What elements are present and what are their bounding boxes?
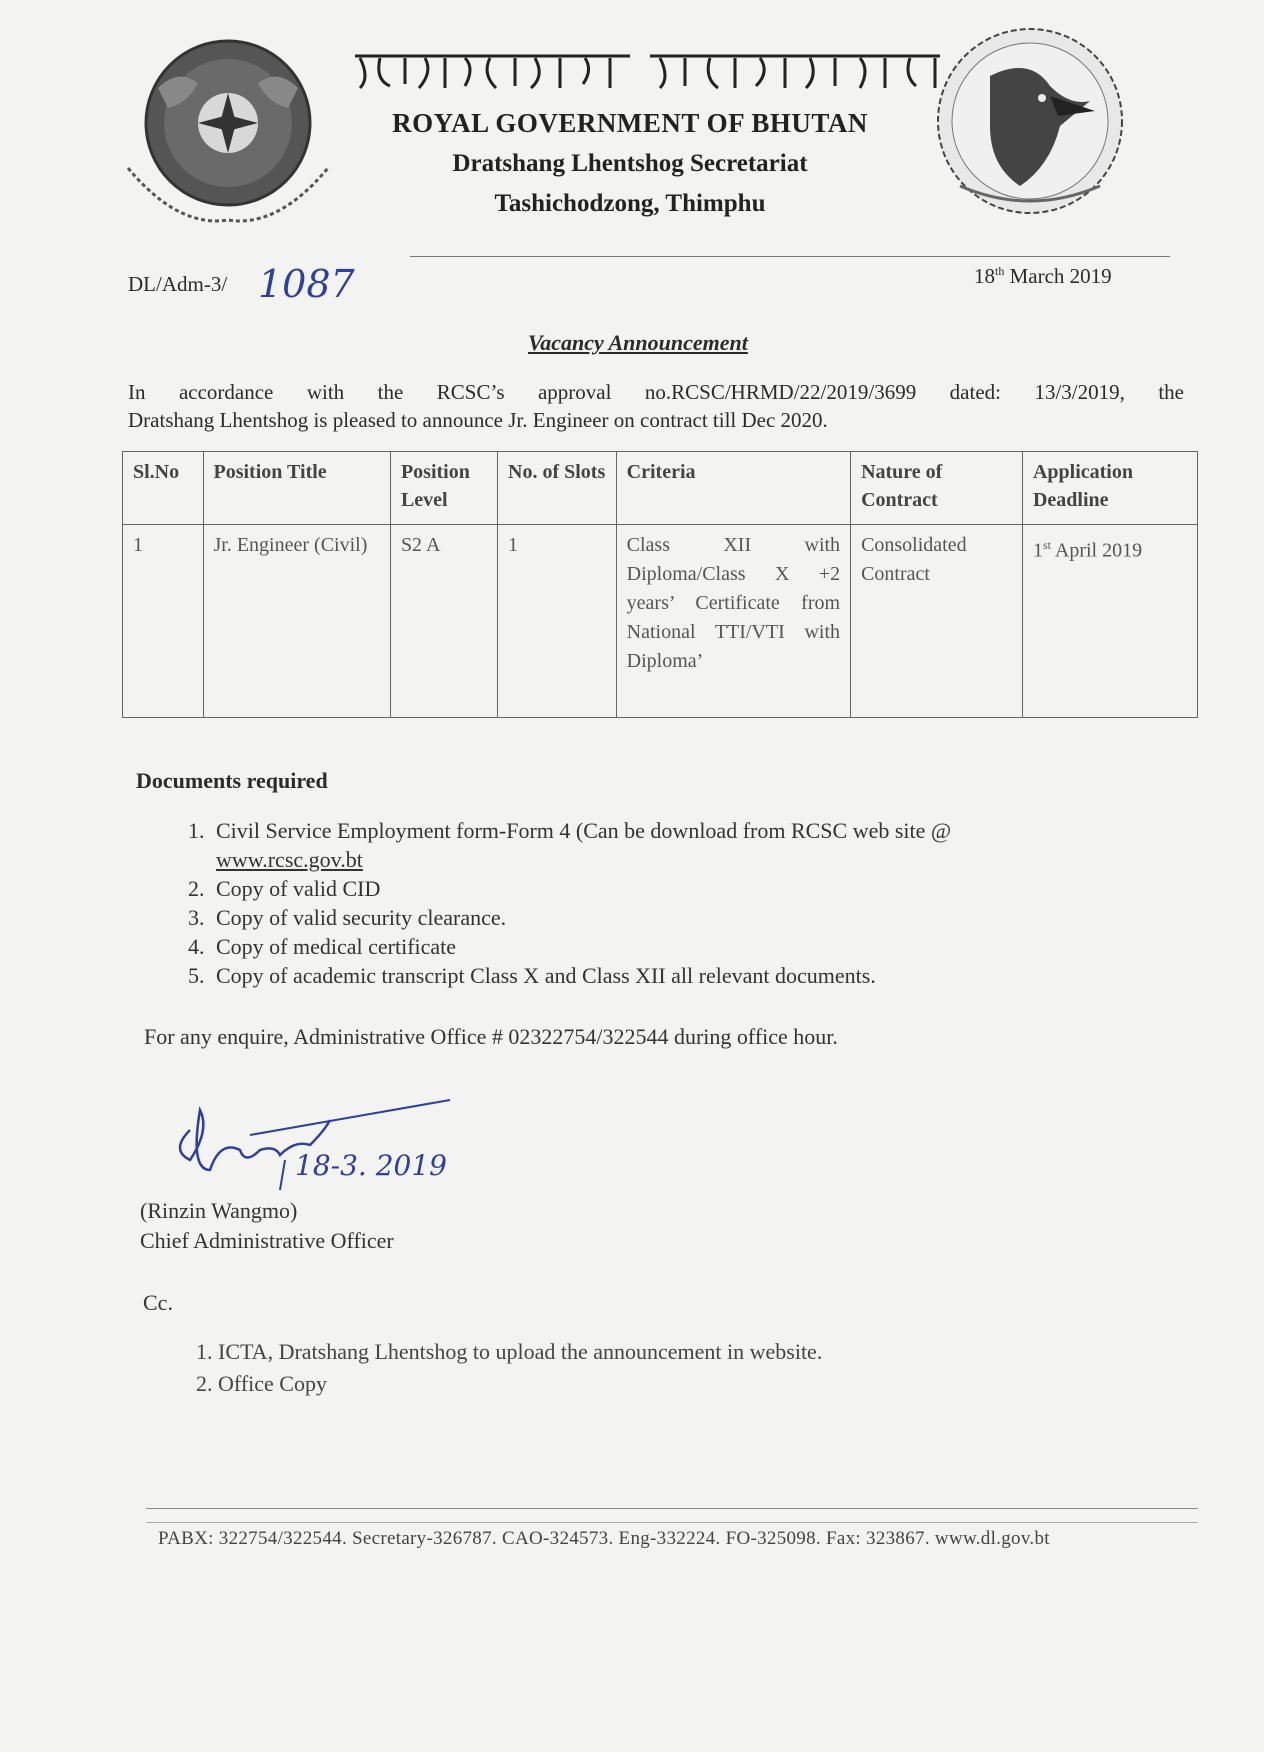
list-item: 5. Copy of academic transcript Class X and Class XII all relevant documents.: [210, 961, 1230, 990]
header-deadline: Application Deadline: [1022, 452, 1197, 525]
list-item: 4. Copy of medical certificate: [210, 932, 1230, 961]
cc-label: Cc.: [143, 1290, 173, 1315]
list-item: 2. Office Copy: [218, 1368, 1118, 1400]
header-slots: No. of Slots: [498, 452, 617, 525]
intro-paragraph: [128, 378, 1184, 434]
cell-criteria: Class XII with Diploma/Class X +2 years’ Certificate from National TTI/VTI with Diploma’: [616, 525, 850, 718]
cc-list: [178, 1336, 1118, 1400]
signature-date: 18-3. 2019: [295, 1149, 447, 1182]
table-row: [123, 525, 1198, 718]
signatory-name: (Rinzin Wangmo): [140, 1198, 298, 1223]
list-item: 2. Copy of valid CID: [210, 874, 1230, 903]
intro-line-1: In accordance with the RCSC’s approval no.RCSC/HRMD/22/2019/3699 dated: 13/3/2019, the: [128, 380, 1184, 404]
footer-divider-2: [146, 1522, 1198, 1523]
deadline-suffix: st: [1042, 538, 1051, 552]
footer-contacts: PABX: 322754/322544. Secretary-326787. CAO-324573. Eng-332224. FO-325098. Fax: 323867. www.dl.gov.bt: [158, 1528, 1050, 1549]
list-item: 3. Copy of valid security clearance.: [210, 903, 1230, 932]
dzongkha-title-icon: [350, 44, 950, 100]
address: Tashichodzong, Thimphu: [494, 190, 766, 217]
header-sl: Sl.No: [123, 452, 204, 525]
national-day-emblem-icon: [930, 16, 1130, 226]
government-name: ROYAL GOVERNMENT OF BHUTAN: [392, 108, 868, 138]
deadline-day: 1: [1032, 539, 1043, 562]
date-day: 18: [974, 264, 995, 288]
list-item: [210, 816, 1230, 874]
header-nature: Nature of Contract: [851, 452, 1023, 525]
table-header-row: [123, 452, 1198, 525]
date-suffix: th: [995, 264, 1005, 278]
handwritten-reference: 1087: [258, 262, 355, 306]
cell-sl: 1: [123, 525, 204, 718]
documents-list: [170, 816, 1230, 990]
header-position: Position Title: [203, 452, 390, 525]
cell-position: Jr. Engineer (Civil): [203, 525, 390, 718]
reference-prefix: DL/Adm-3/: [128, 272, 228, 296]
intro-line-2: Dratshang Lhentshog is pleased to announce Jr. Engineer on contract till Dec 2020.: [128, 408, 828, 432]
signatory-title: Chief Administrative Officer: [140, 1228, 394, 1253]
rcsc-link[interactable]: www.rcsc.gov.bt: [216, 847, 363, 872]
announcement-title: Vacancy Announcement: [528, 330, 748, 355]
secretariat-name: Dratshang Lhentshog Secretariat: [452, 150, 808, 177]
cell-deadline: [1022, 525, 1197, 718]
list-item: 1. ICTA, Dratshang Lhentshog to upload the announcement in website.: [218, 1336, 1118, 1368]
handwritten-signature: [150, 1090, 490, 1210]
cell-nature: Consolidated Contract: [851, 525, 1023, 718]
cell-slots: 1: [498, 525, 617, 718]
documents-heading: Documents required: [136, 768, 328, 793]
letter-date: [974, 264, 1112, 289]
footer-divider: [146, 1508, 1198, 1509]
header-criteria: Criteria: [616, 452, 850, 525]
reference-number: [128, 272, 227, 297]
vacancy-table: [122, 451, 1198, 718]
date-rest: March 2019: [1004, 264, 1112, 288]
cell-level: S2 A: [390, 525, 497, 718]
enquiry-note: For any enquire, Administrative Office # 02322754/322544 during office hour.: [144, 1024, 838, 1049]
header-divider: [410, 256, 1170, 257]
header-level: Position Level: [390, 452, 497, 525]
document-item-1: Civil Service Employment form-Form 4 (Can be download from RCSC web site @: [216, 818, 952, 843]
royal-emblem-icon: [118, 28, 338, 228]
deadline-rest: April 2019: [1050, 539, 1143, 562]
